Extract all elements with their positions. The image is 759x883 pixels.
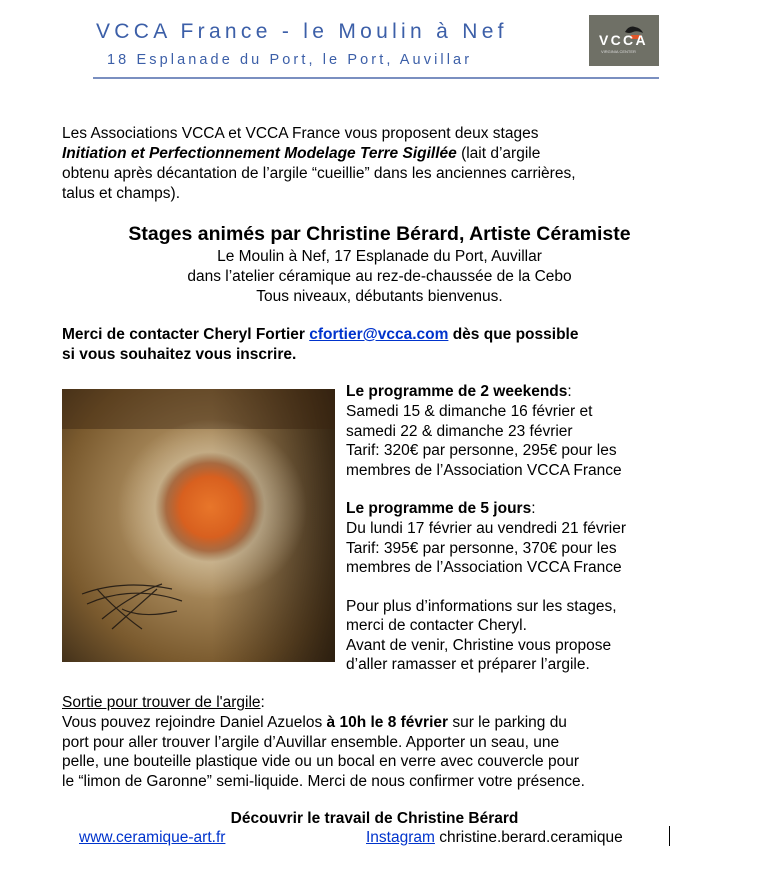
website-link[interactable]: www.ceramique-art.fr	[79, 829, 226, 846]
sortie-title: Sortie pour trouver de l'argile	[62, 694, 261, 711]
programme-weekends-line-2: samedi 22 & dimanche 23 février	[346, 423, 573, 440]
website-link-row	[79, 828, 225, 848]
contact-prefix: Merci de contacter Cheryl Fortier	[62, 326, 310, 343]
programme-jours-line-1: Du lundi 17 février au vendredi 21 février	[346, 520, 627, 537]
contact-email-link[interactable]: cfortier@vcca.com	[309, 326, 449, 343]
stages-heading: Stages animés par Christine Bérard, Artiste Céramiste	[128, 223, 631, 245]
contact-line-1	[62, 325, 578, 345]
stages-levels: Tous niveaux, débutants bienvenus.	[256, 288, 503, 305]
programme-jours-heading	[346, 499, 536, 519]
header-title: VCCA France - le Moulin à Nef	[96, 20, 508, 43]
sortie-line-4: le “limon de Garonne” semi-liquide. Merci de nous confirmer votre présence.	[62, 773, 585, 790]
stages-location: Le Moulin à Nef, 17 Esplanade du Port, Auvillar	[217, 248, 542, 265]
programme-weekends-title: Le programme de 2 weekends	[346, 383, 568, 400]
programme-weekends-heading	[346, 382, 572, 402]
programme-weekends-line-3: Tarif: 320€ par personne, 295€ pour les	[346, 442, 617, 459]
intro-line-3: obtenu après décantation de l’argile “cueillie” dans les anciennes carrières,	[62, 165, 576, 182]
instagram-row	[366, 828, 623, 848]
sortie-line-1-c: sur le parking du	[448, 714, 567, 731]
stage-title-emphasis: Initiation et Perfectionnement Modelage Terre Sigillée	[62, 145, 457, 162]
logo-subtext: VIRGINIA CENTER	[601, 49, 636, 54]
programme-weekends-line-1: Samedi 15 & dimanche 16 février et	[346, 403, 593, 420]
programme-weekends-colon: :	[567, 383, 572, 400]
info-line-4: d’aller ramasser et préparer l’argile.	[346, 656, 590, 673]
sortie-colon: :	[260, 694, 265, 711]
info-line-1: Pour plus d’informations sur les stages,	[346, 598, 617, 615]
programme-jours-colon: :	[531, 500, 536, 517]
info-line-2: merci de contacter Cheryl.	[346, 617, 527, 634]
sortie-line-1	[62, 713, 567, 733]
header-address: 18 Esplanade du Port, le Port, Auvillar	[107, 52, 473, 68]
sortie-date-time: à 10h le 8 février	[326, 714, 449, 731]
sortie-heading	[62, 693, 265, 713]
programme-jours-line-2: Tarif: 395€ par personne, 370€ pour les	[346, 540, 617, 557]
programme-jours-line-3: membres de l’Association VCCA France	[346, 559, 622, 576]
intro-line-4: talus et champs).	[62, 185, 181, 202]
vcca-logo	[589, 15, 659, 66]
intro-line-2	[62, 144, 540, 164]
sortie-line-1-a: Vous pouvez rejoindre Daniel Azuelos	[62, 714, 327, 731]
stages-atelier: dans l’atelier céramique au rez-de-chaussée de la Cebo	[187, 268, 572, 285]
intro-line-1: Les Associations VCCA et VCCA France vous proposent deux stages	[62, 125, 539, 142]
sortie-line-3: pelle, une bouteille plastique vide ou un bocal en verre avec couvercle pour	[62, 753, 580, 770]
ceramic-artwork-image	[62, 389, 335, 662]
text-cursor	[669, 826, 670, 846]
programme-jours-title: Le programme de 5 jours	[346, 500, 532, 517]
instagram-link[interactable]: Instagram	[366, 829, 435, 846]
instagram-handle: christine.berard.ceramique	[434, 829, 623, 846]
header-divider	[93, 77, 659, 79]
contact-suffix: dès que possible	[448, 326, 579, 343]
footer-heading: Découvrir le travail de Christine Bérard	[230, 810, 519, 827]
sortie-line-2: port pour aller trouver l’argile d’Auvillar ensemble. Apporter un seau, une	[62, 734, 560, 751]
programme-weekends-line-4: membres de l’Association VCCA France	[346, 462, 622, 479]
logo-text: VCCA	[599, 32, 648, 48]
info-line-3: Avant de venir, Christine vous propose	[346, 637, 612, 654]
contact-line-2: si vous souhaitez vous inscrire.	[62, 346, 297, 363]
intro-line-2-rest: (lait d’argile	[456, 145, 541, 162]
